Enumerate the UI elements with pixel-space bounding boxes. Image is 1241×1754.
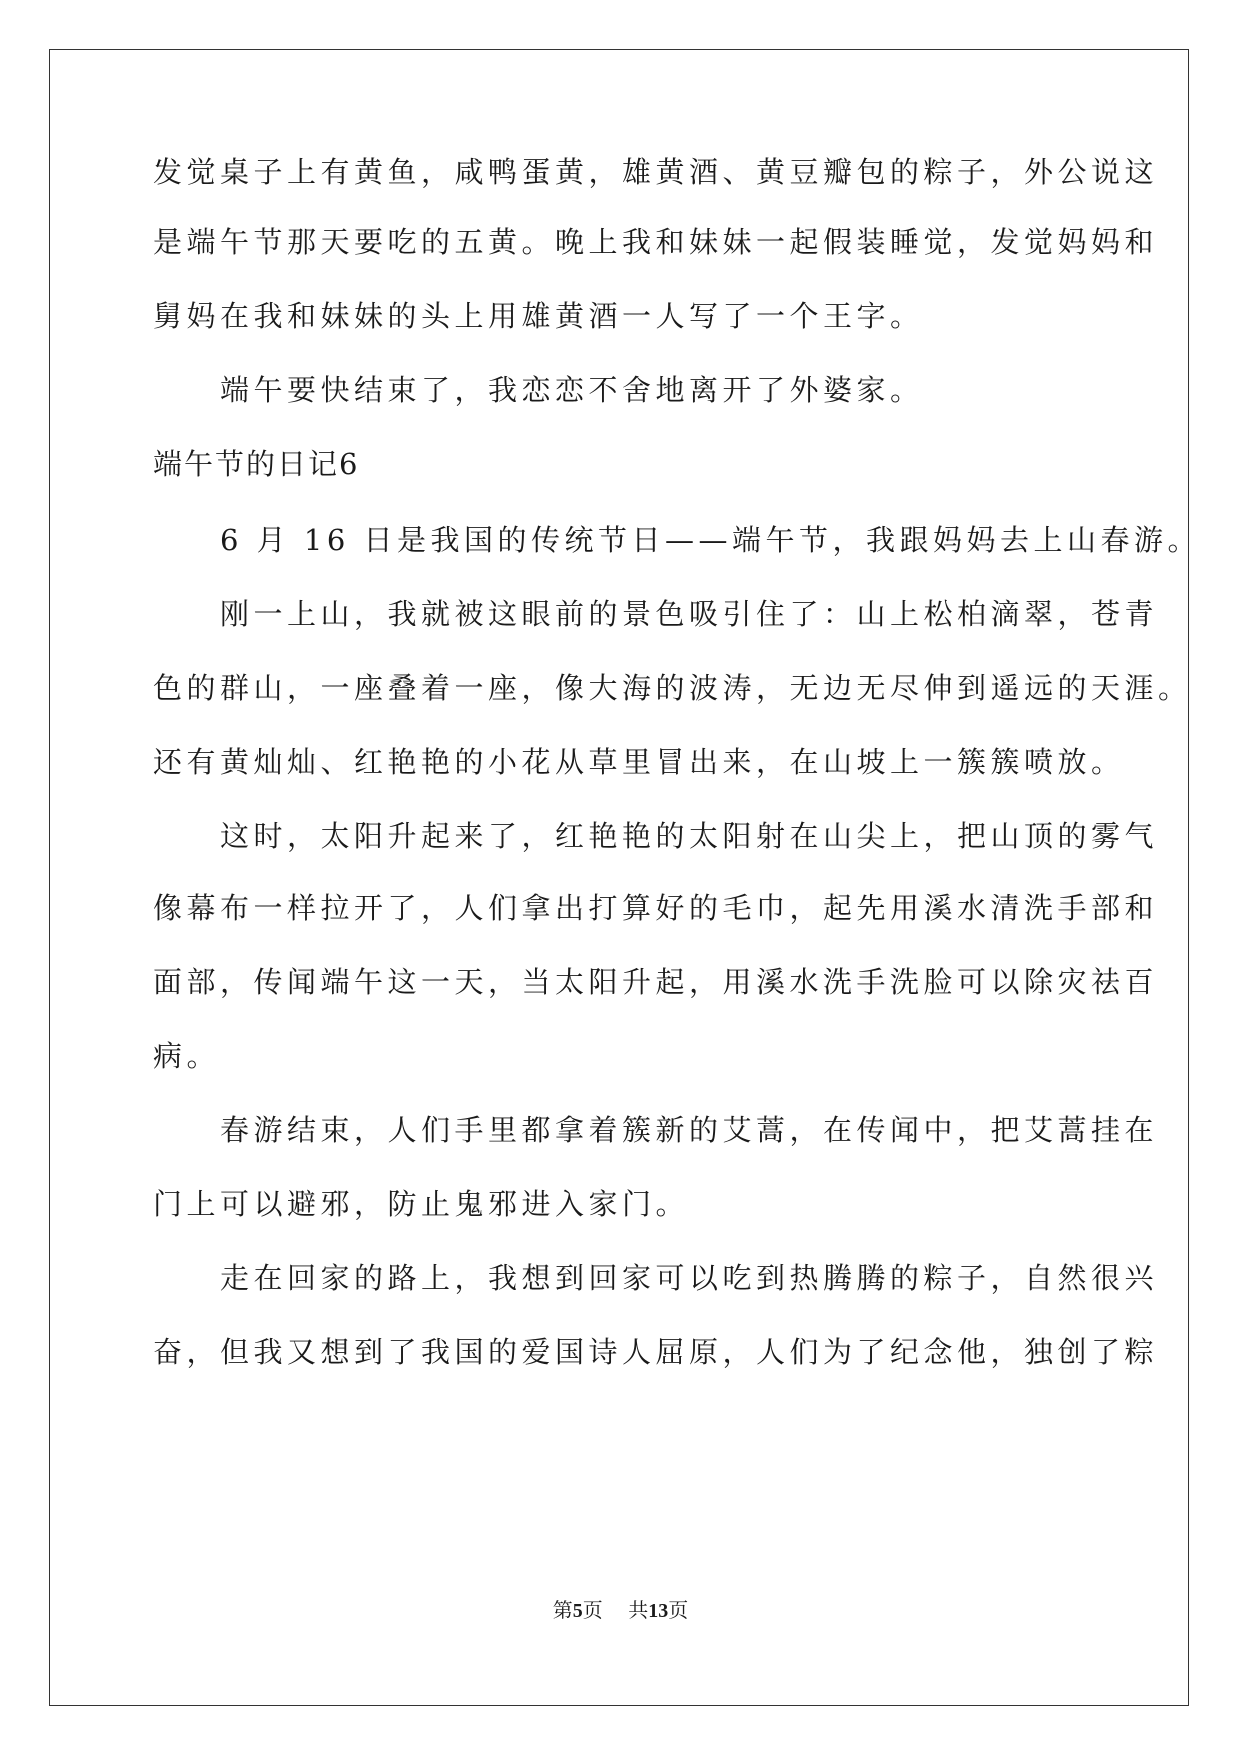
text-line: 这时，太阳升起来了，红艳艳的太阳射在山尖上，把山顶的雾气 bbox=[153, 819, 1159, 853]
text-line: 6 月 16 日是我国的传统节日——端午节，我跟妈妈去上山春游。 bbox=[153, 523, 1202, 557]
footer-prefix: 第 bbox=[552, 1598, 573, 1622]
text-line: 面部，传闻端午这一天，当太阳升起，用溪水洗手洗脸可以除灾祛百 bbox=[153, 965, 1159, 999]
text-line: 奋，但我又想到了我国的爱国诗人屈原，人们为了纪念他，独创了粽 bbox=[153, 1335, 1159, 1369]
text-line: 还有黄灿灿、红艳艳的小花从草里冒出来，在山坡上一簇簇喷放。 bbox=[153, 745, 1125, 779]
text-line: 色的群山，一座叠着一座，像大海的波涛，无边无尽伸到遥远的天涯。 bbox=[153, 671, 1192, 705]
text-line: 春游结束，人们手里都拿着簇新的艾蒿，在传闻中，把艾蒿挂在 bbox=[153, 1113, 1159, 1147]
text-line: 病。 bbox=[153, 1039, 221, 1073]
text-line: 门上可以避邪，防止鬼邪进入家门。 bbox=[153, 1187, 690, 1221]
page-footer bbox=[0, 1597, 1241, 1624]
text-line: 舅妈在我和妹妹的头上用雄黄酒一人写了一个王字。 bbox=[153, 299, 924, 333]
footer-suffix: 页 bbox=[668, 1598, 689, 1622]
footer-total-pages: 13 bbox=[648, 1600, 669, 1622]
text-line: 走在回家的路上，我想到回家可以吃到热腾腾的粽子，自然很兴 bbox=[153, 1261, 1159, 1295]
text-line: 刚一上山，我就被这眼前的景色吸引住了：山上松柏滴翠，苍青 bbox=[153, 597, 1159, 631]
footer-page-number: 5 bbox=[572, 1600, 583, 1622]
footer-middle: 页 共 bbox=[582, 1598, 649, 1622]
text-line: 像幕布一样拉开了，人们拿出打算好的毛巾，起先用溪水清洗手部和 bbox=[153, 891, 1159, 925]
text-line: 端午要快结束了，我恋恋不舍地离开了外婆家。 bbox=[153, 373, 924, 407]
text-line: 发觉桌子上有黄鱼，咸鸭蛋黄，雄黄酒、黄豆瓣包的粽子，外公说这 bbox=[153, 155, 1159, 189]
section-heading: 端午节的日记6 bbox=[153, 447, 360, 481]
text-line: 是端午节那天要吃的五黄。晚上我和妹妹一起假装睡觉，发觉妈妈和 bbox=[153, 225, 1159, 259]
